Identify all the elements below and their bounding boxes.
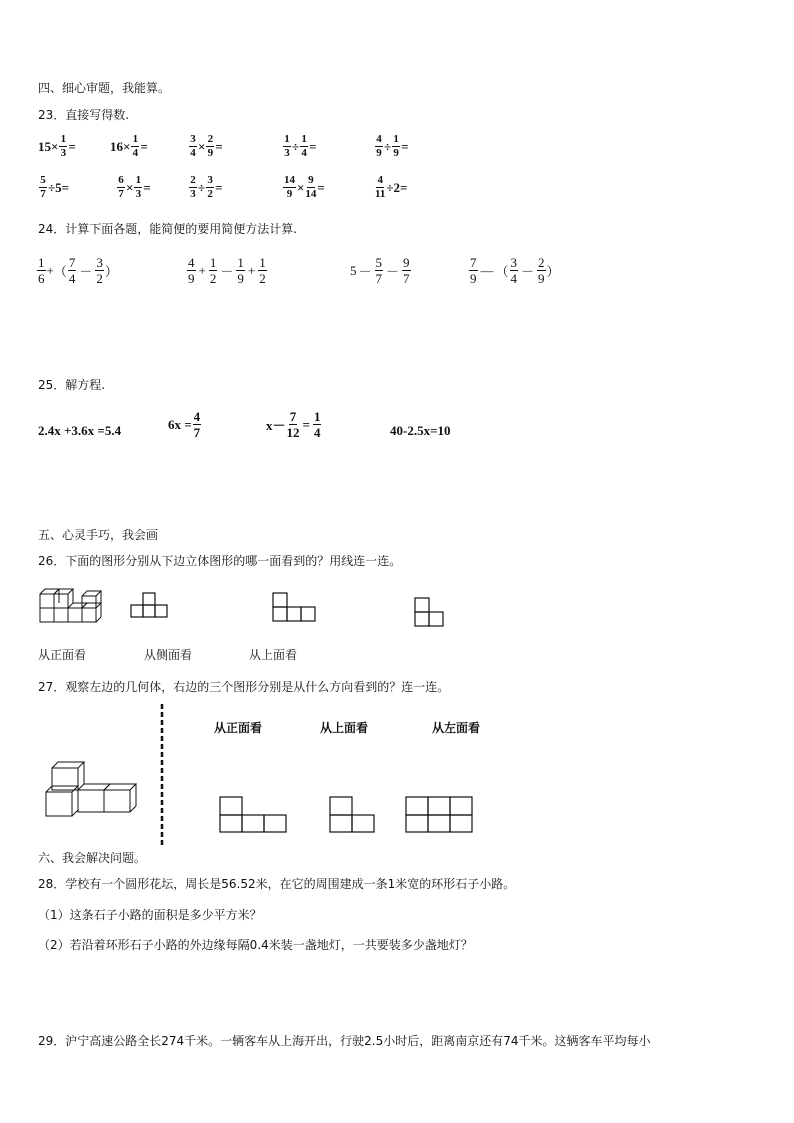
q23-r2-item2: $\frac{6}{7}$ × $\frac{1}{3}$ = bbox=[118, 174, 151, 200]
q25-title: 25．解方程. bbox=[38, 378, 106, 392]
q25-eq1: 2.4x +3.6x =5.4 bbox=[38, 423, 122, 438]
q23-r2-item4: $\frac{14}{9}$ × $\frac{9}{14}$ = bbox=[284, 174, 325, 200]
q23-r1-item2: 16 × $\frac{1}{4}$ = bbox=[110, 133, 148, 159]
q26-view1-figure bbox=[130, 592, 170, 626]
q27-view3-figure bbox=[405, 796, 477, 834]
q27-label-left: 从左面看 bbox=[432, 721, 481, 735]
q26-label-front: 从正面看 bbox=[38, 648, 87, 662]
q29-title: 29．沪宁高速公路全长274千米。一辆客车从上海开出，行驶2.5小时后，距离南京还有74千米。这辆客车平均每小 bbox=[38, 1034, 651, 1048]
section-5-heading: 五、心灵手巧，我会画 bbox=[38, 528, 159, 542]
q27-label-top: 从上面看 bbox=[320, 721, 369, 735]
q23-r1-item3: $\frac{3}{4}$ × $\frac{2}{9}$ = bbox=[190, 133, 223, 159]
q24-expr4: $\frac{7}{9}$ — （ $\frac{3}{4}$ － $\frac{2}{9}$ ） bbox=[470, 255, 560, 286]
q25-eq4: 40-2.5x=10 bbox=[390, 423, 451, 438]
q23-r2-item1: $\frac{5}{7}$ ÷ 5 = bbox=[40, 174, 70, 200]
q25-eq3: x－ $\frac{7}{12}$ = $\frac{1}{4}$ bbox=[266, 409, 321, 440]
q24-expr2: $\frac{4}{9}$ + $\frac{1}{2}$ － $\frac{1}{9}$ + $\frac{1}{2}$ bbox=[188, 255, 266, 286]
q23-title: 23．直接写得数. bbox=[38, 108, 130, 122]
q26-view3-figure bbox=[414, 592, 448, 632]
q27-label-front: 从正面看 bbox=[214, 721, 263, 735]
q23-r1-item1: 15 × $\frac{1}{3}$ = bbox=[38, 133, 76, 159]
q28-part1: （1）这条石子小路的面积是多少平方米？ bbox=[38, 908, 262, 922]
q23-r1-item5: $\frac{4}{9}$ ÷ $\frac{1}{9}$ = bbox=[376, 133, 409, 159]
q27-dashed-divider bbox=[160, 704, 164, 846]
q23-r2-item5: $\frac{4}{11}$ ÷ 2 = bbox=[375, 174, 408, 200]
q24-expr1: $\frac{1}{6}$ + （ $\frac{7}{4}$ － $\frac{3}{2}$ ） bbox=[38, 255, 118, 286]
q23-r1-item4: $\frac{1}{3}$ ÷ $\frac{1}{4}$ = bbox=[284, 133, 317, 159]
section-6-heading: 六、我会解决问题。 bbox=[38, 851, 147, 865]
q27-solid-figure bbox=[42, 760, 138, 822]
q25-eq2: 6x = $\frac{4}{7}$ bbox=[168, 409, 201, 440]
q24-expr3: 5 － $\frac{5}{7}$ － $\frac{9}{7}$ bbox=[350, 255, 410, 286]
q28-title: 28．学校有一个圆形花坛，周长是56.52米，在它的周围建成一条1米宽的环形石子小路。 bbox=[38, 877, 516, 891]
q26-solid-figure bbox=[38, 584, 102, 628]
q27-view1-figure bbox=[219, 796, 289, 834]
q26-label-top: 从上面看 bbox=[249, 648, 298, 662]
section-4-heading: 四、细心审题，我能算。 bbox=[38, 81, 171, 95]
q23-r2-item3: $\frac{2}{3}$ ÷ $\frac{3}{2}$ = bbox=[190, 174, 223, 200]
q26-title: 26．下面的图形分别从下边立体图形的哪一面看到的？用线连一连。 bbox=[38, 554, 402, 568]
q27-view2-figure bbox=[329, 796, 379, 834]
q27-title: 27．观察左边的几何体，右边的三个图形分别是从什么方向看到的？连一连。 bbox=[38, 680, 450, 694]
q26-label-side: 从侧面看 bbox=[144, 648, 193, 662]
q28-part2: （2）若沿着环形石子小路的外边缘每隔0.4米装一盏地灯，一共要装多少盏地灯？ bbox=[38, 938, 473, 952]
q26-view2-figure bbox=[272, 592, 320, 626]
q24-title: 24．计算下面各题，能简便的要用简便方法计算. bbox=[38, 222, 298, 236]
